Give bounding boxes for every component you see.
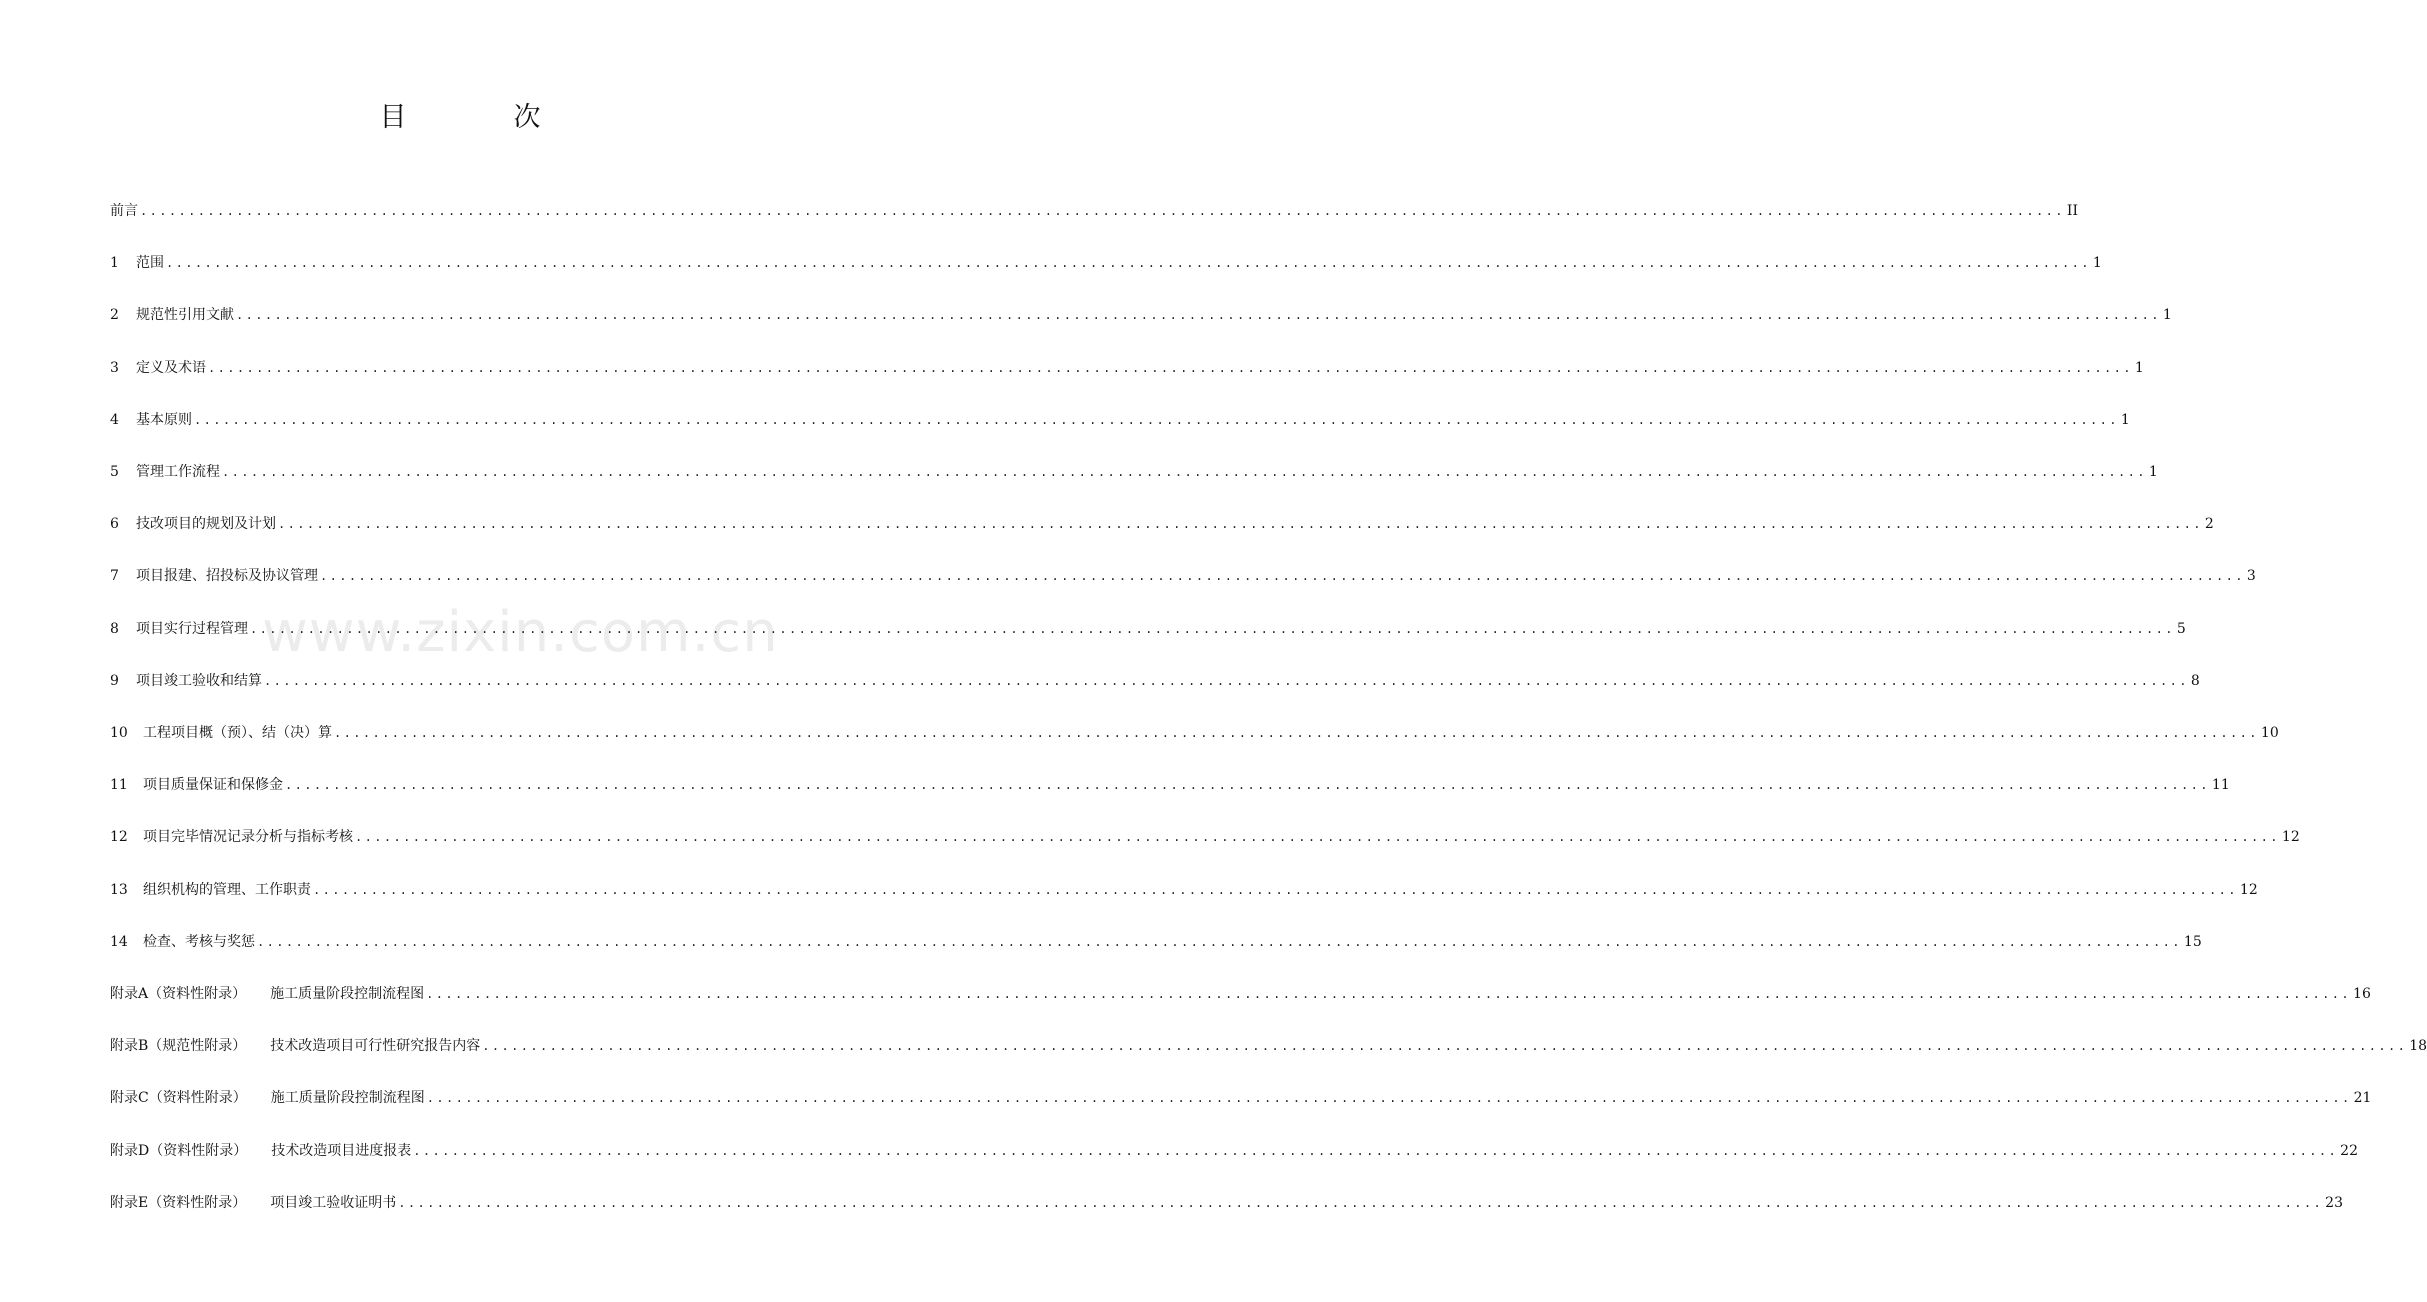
toc-entry-page: 23	[2325, 1194, 2343, 1211]
toc-entry-label: 项目竣工验收证明书	[270, 1194, 397, 1211]
toc-entry-label: 项目实行过程管理	[136, 620, 248, 637]
toc-entry-page: II	[2066, 203, 2078, 219]
toc-entry-number: 6	[110, 516, 119, 533]
toc-entry-label: 前言	[110, 203, 138, 219]
toc-entry-page: 3	[2246, 568, 2256, 585]
toc-entry-page: 12	[2281, 829, 2300, 846]
toc-entry[interactable]	[110, 878, 2258, 900]
toc-entry-label: 施工质量阶段控制流程图	[270, 986, 425, 1002]
page-title: 目 次	[379, 102, 581, 133]
toc-leader-dots: ........................................................................................................................................................................................................	[398, 1195, 2324, 1210]
toc-entry-page: 1	[2092, 255, 2102, 272]
toc-entry[interactable]	[110, 1034, 2427, 1056]
toc-leader-dots: ........................................................................................................................................................................................................	[355, 830, 2280, 845]
toc-leader-dots: ........................................................................................................................................................................................................	[208, 360, 2133, 375]
toc-entry-number: 3	[110, 359, 119, 376]
toc-entry-label: 技术改造项目进度报表	[271, 1142, 412, 1159]
toc-entry-number: 4	[110, 411, 119, 428]
toc-entry[interactable]	[110, 460, 2158, 482]
toc-entry[interactable]	[110, 199, 2078, 221]
toc-entry-number: 1	[110, 255, 119, 272]
toc-entry-label: 管理工作流程	[136, 464, 220, 480]
toc-entry[interactable]	[110, 303, 2172, 325]
toc-entry-number: 附录D（资料性附录）	[110, 1142, 248, 1159]
toc-entry-label: 范围	[136, 255, 164, 272]
toc-entry-page: 11	[2211, 777, 2230, 794]
toc-entry[interactable]	[110, 825, 2300, 847]
toc-entry-page: 10	[2260, 725, 2279, 741]
toc-entry-number: 12	[110, 829, 128, 846]
toc-leader-dots: ........................................................................................................................................................................................................	[257, 934, 2182, 949]
toc-leader-dots: ........................................................................................................................................................................................................	[426, 1091, 2352, 1106]
toc-entry-page: 16	[2353, 986, 2371, 1002]
toc-entry-number: 13	[110, 881, 128, 898]
toc-entry[interactable]	[110, 773, 2230, 795]
toc-leader-dots: ........................................................................................................................................................................................................	[166, 256, 2091, 271]
toc-entry[interactable]	[110, 564, 2256, 586]
toc-entry[interactable]	[110, 1086, 2372, 1108]
toc-entry-label: 项目质量保证和保修金	[143, 777, 283, 794]
toc-leader-dots: ........................................................................................................................................................................................................	[140, 204, 2065, 218]
toc-entry-page: 2	[2204, 516, 2214, 533]
toc-entry[interactable]	[110, 356, 2144, 378]
toc-entry-label: 项目报建、招投标及协议管理	[136, 568, 318, 585]
toc-entry-number: 附录C（资料性附录）	[110, 1090, 247, 1107]
toc-leader-dots: ........................................................................................................................................................................................................	[194, 412, 2119, 427]
toc-entry-label: 工程项目概（预）、结（决）算	[143, 725, 332, 741]
toc-entry-number: 7	[110, 568, 119, 585]
toc-entry-label: 项目竣工验收和结算	[136, 672, 262, 689]
toc-entry-page: 1	[2148, 464, 2158, 480]
toc-entry[interactable]	[110, 930, 2202, 952]
toc-entry[interactable]	[110, 669, 2200, 691]
toc-entry[interactable]	[110, 1191, 2343, 1213]
toc-entry[interactable]	[110, 251, 2102, 273]
toc-entry-page: 1	[2120, 411, 2130, 428]
toc-leader-dots: ........................................................................................................................................................................................................	[313, 882, 2238, 897]
toc-entry-label: 规范性引用文献	[136, 307, 234, 324]
toc-entry[interactable]	[110, 1139, 2358, 1161]
toc-entry[interactable]	[110, 408, 2130, 430]
toc-entry-number: 附录A（资料性附录）	[110, 986, 247, 1002]
toc-entry-label: 技术改造项目可行性研究报告内容	[270, 1038, 481, 1055]
toc-entry-label: 基本原则	[136, 411, 192, 428]
toc-entry-label: 定义及术语	[136, 359, 206, 376]
toc-entry-page: 5	[2176, 620, 2186, 637]
toc-entry-page: 8	[2190, 672, 2200, 689]
toc-leader-dots: ........................................................................................................................................................................................................	[482, 1039, 2408, 1054]
toc-entry-label: 施工质量阶段控制流程图	[270, 1090, 425, 1107]
toc-entry[interactable]	[110, 982, 2371, 1004]
toc-entry[interactable]	[110, 617, 2186, 639]
toc-entry-page: 21	[2353, 1090, 2372, 1107]
toc-entry[interactable]	[110, 512, 2214, 534]
toc-entry-label: 检查、考核与奖惩	[143, 933, 255, 950]
toc-entry-number: 附录B（规范性附录）	[110, 1038, 247, 1055]
toc-entry-number: 2	[110, 307, 119, 324]
toc-leader-dots: ........................................................................................................................................................................................................	[426, 987, 2352, 1001]
toc-leader-dots: ........................................................................................................................................................................................................	[278, 517, 2203, 532]
toc-leader-dots: ........................................................................................................................................................................................................	[334, 726, 2259, 740]
toc-entry-number: 8	[110, 620, 119, 637]
toc-leader-dots: ........................................................................................................................................................................................................	[250, 621, 2175, 636]
watermark: www.zixin.com.cn	[262, 600, 779, 665]
toc-entry-page: 15	[2183, 933, 2202, 950]
toc-entry-number: 11	[110, 777, 128, 794]
toc-entry-page: 12	[2239, 881, 2258, 898]
toc-entry-page: 1	[2162, 307, 2172, 324]
toc-leader-dots: ........................................................................................................................................................................................................	[236, 308, 2161, 323]
toc-entry-number: 14	[110, 933, 128, 950]
toc-entry-number: 9	[110, 672, 119, 689]
toc-leader-dots: ........................................................................................................................................................................................................	[222, 465, 2147, 479]
toc-entry-label: 技改项目的规划及计划	[136, 516, 276, 533]
toc-leader-dots: ........................................................................................................................................................................................................	[413, 1143, 2339, 1158]
toc-entry-page: 18	[2409, 1038, 2427, 1055]
toc-leader-dots: ........................................................................................................................................................................................................	[264, 673, 2189, 688]
toc-entry-number: 附录E（资料性附录）	[110, 1194, 247, 1211]
toc-leader-dots: ........................................................................................................................................................................................................	[285, 778, 2210, 793]
toc-leader-dots: ........................................................................................................................................................................................................	[320, 569, 2245, 584]
toc-entry-page: 22	[2340, 1142, 2358, 1159]
toc-entry-label: 组织机构的管理、工作职责	[143, 881, 311, 898]
toc-entry-page: 1	[2134, 359, 2144, 376]
toc-entry-number: 10	[110, 725, 128, 741]
toc-entry-label: 项目完毕情况记录分析与指标考核	[143, 829, 353, 846]
toc-entry[interactable]	[110, 721, 2279, 743]
toc-entry-number: 5	[110, 464, 119, 480]
